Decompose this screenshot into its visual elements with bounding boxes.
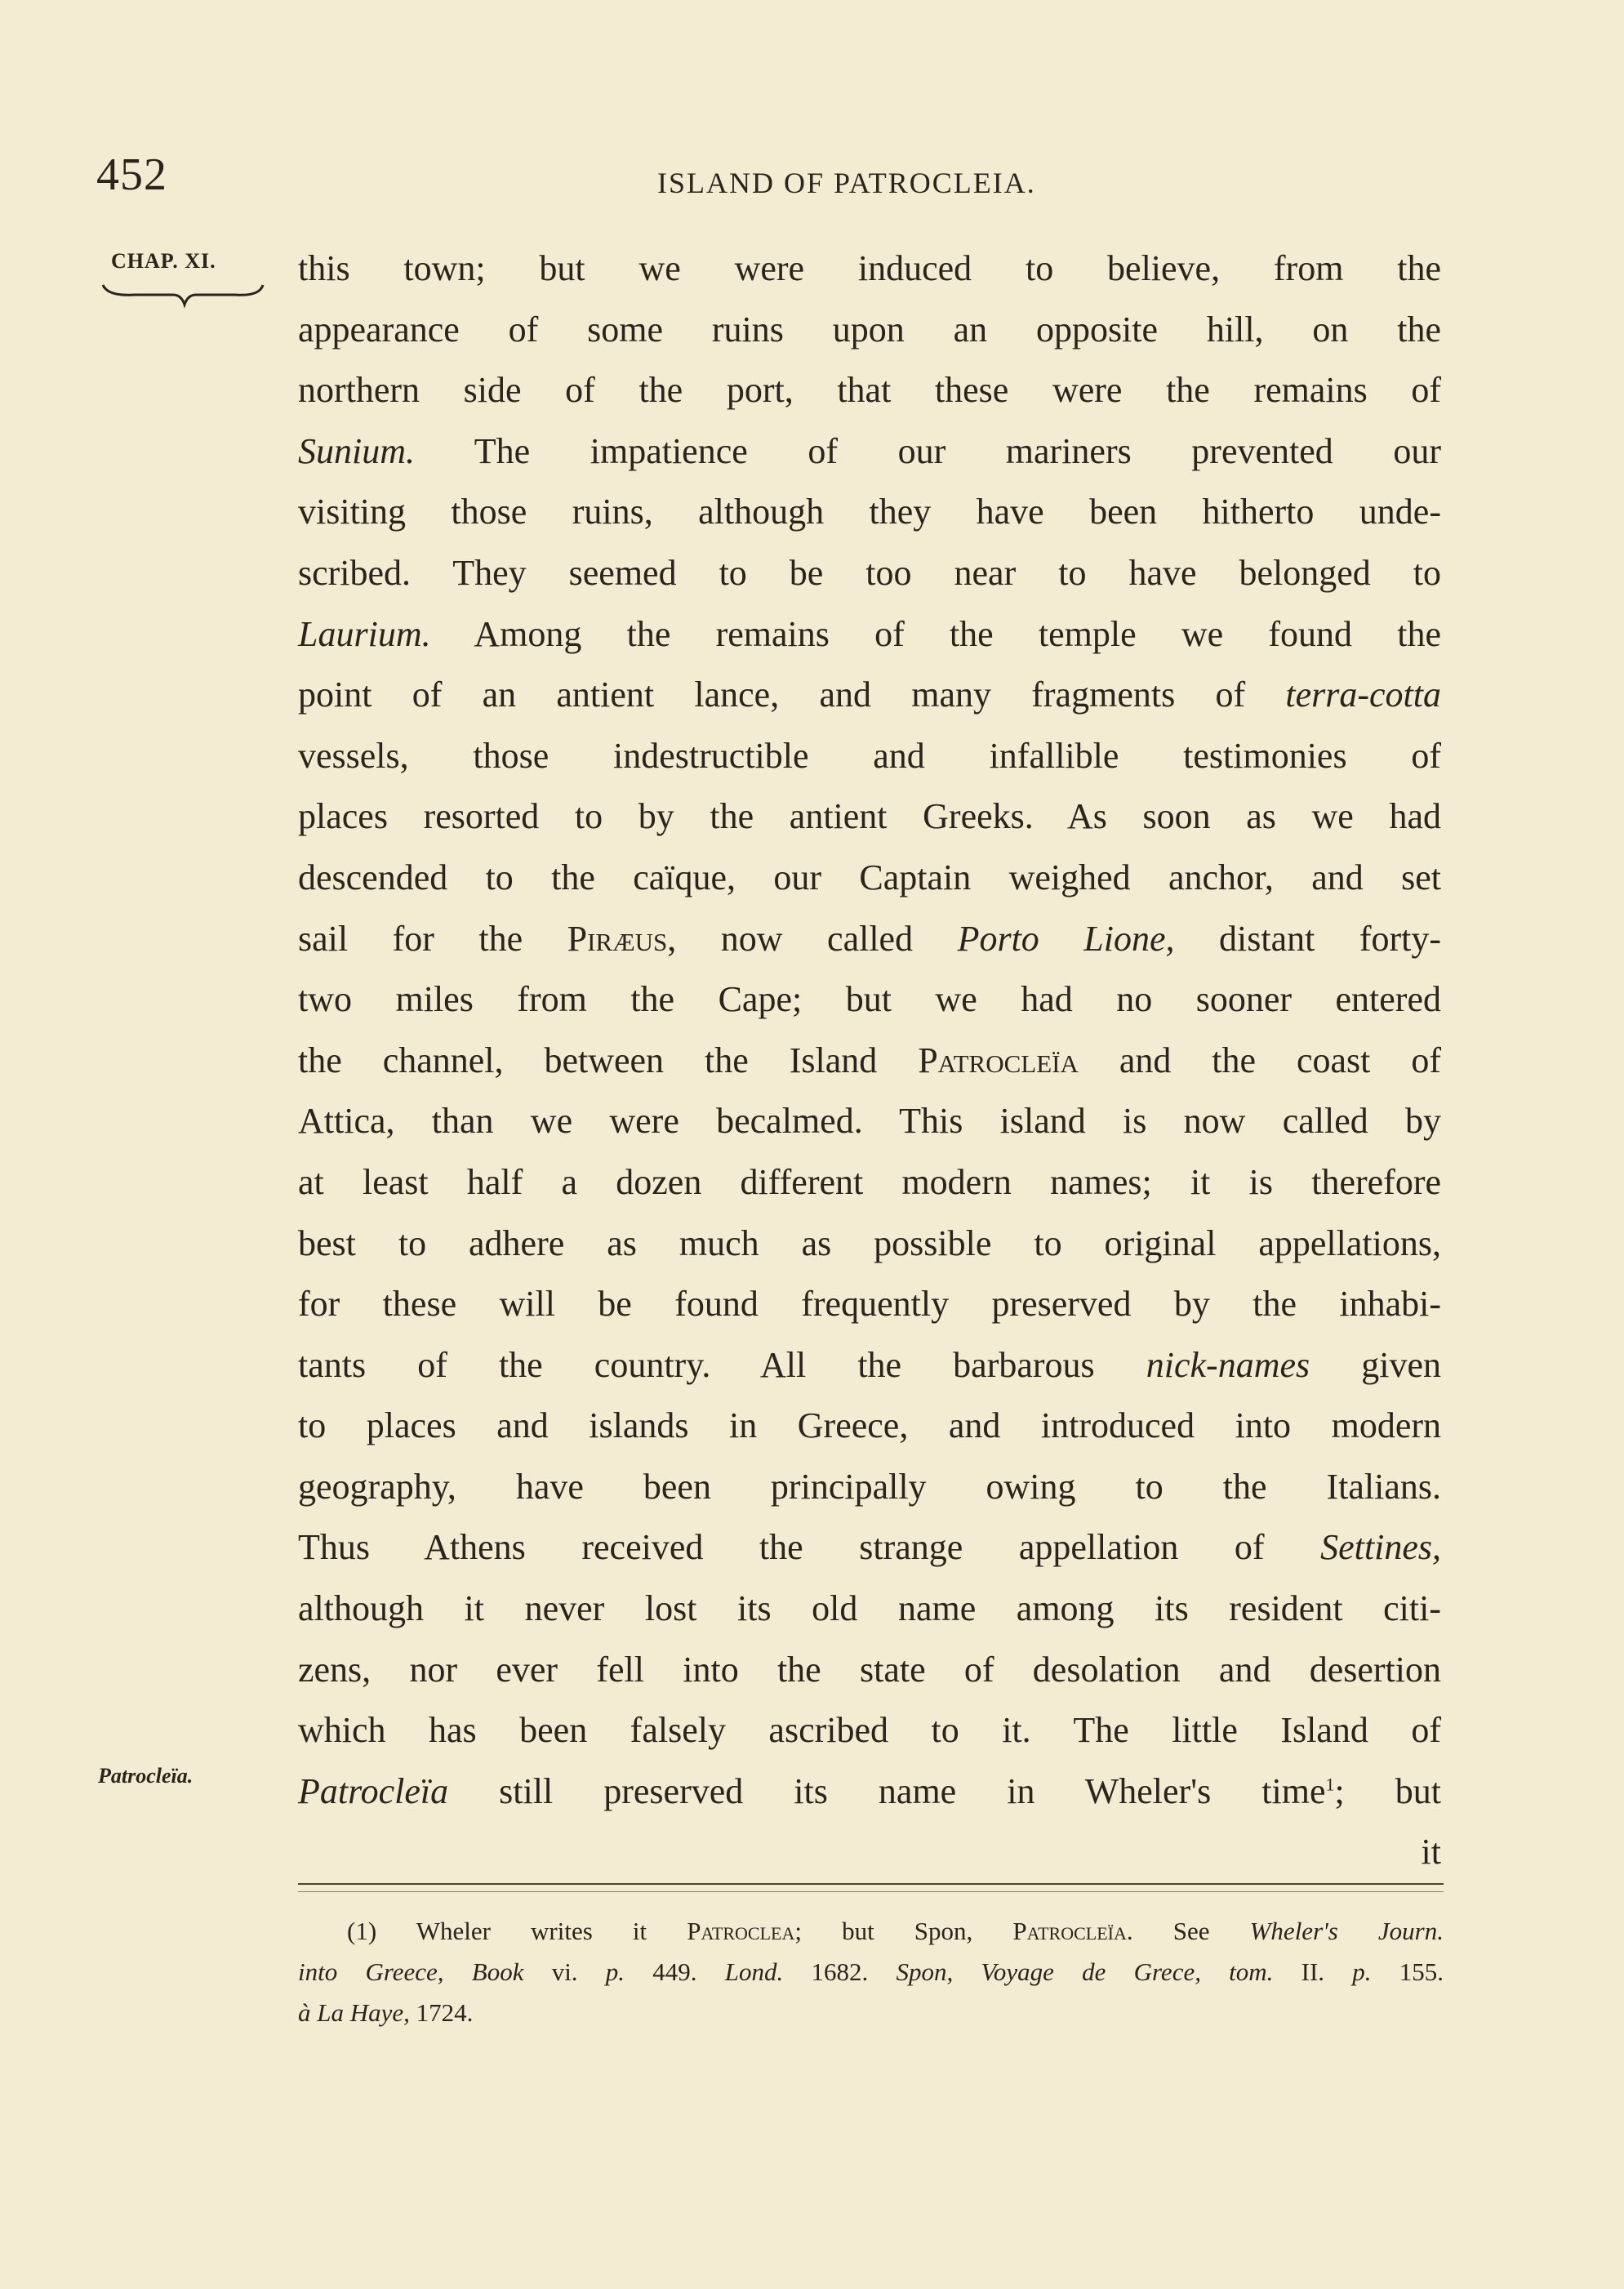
text-run: 1724. (409, 1998, 474, 2027)
text-run: and the coast of (1078, 1040, 1442, 1080)
text-run: 449. (625, 1957, 725, 1986)
text-run: for these will be found frequently preserved by the inhabi- (298, 1284, 1441, 1325)
text-run: . See (1126, 1917, 1250, 1945)
text-line (298, 1457, 1441, 1518)
text-run: nick-names (1146, 1344, 1310, 1385)
text-line (298, 1274, 1441, 1335)
text-run: , now called (667, 918, 958, 959)
text-line (298, 786, 1441, 848)
text-line (298, 726, 1441, 787)
text-run: Settines, (1320, 1527, 1441, 1568)
text-run: scribed. They seemed to be too near to have belonged to (298, 552, 1441, 593)
text-run: Lond. (724, 1957, 784, 1986)
text-line (298, 1640, 1441, 1701)
text-run: Spon, Voyage de Grece, tom. (896, 1957, 1274, 1986)
text-run: geography, have been principally owing to the Italians. (298, 1466, 1441, 1507)
text-run: places resorted to by the antient Greeks. As soon as we had (298, 796, 1441, 837)
text-run: II. (1273, 1957, 1353, 1986)
brace-ornament (101, 282, 265, 311)
text-run: distant forty- (1174, 918, 1441, 959)
text-run: at least half a dozen different modern names; it is therefore (298, 1161, 1441, 1202)
text-line (298, 1335, 1441, 1396)
text-run: it (1421, 1832, 1441, 1873)
text-run: zens, nor ever fell into the state of desolation and desertion (298, 1649, 1441, 1690)
text-run: à La Haye, (298, 1998, 410, 2027)
text-line (298, 1822, 1441, 1883)
text-run: into Greece, Book (298, 1957, 524, 1986)
text-run: Patrocleïa (918, 1040, 1079, 1080)
footnote-ref[interactable]: 1 (1325, 1774, 1335, 1795)
text-line (298, 1214, 1441, 1275)
text-line (298, 1396, 1441, 1457)
text-run: Patrocleïa (1012, 1917, 1127, 1945)
side-note: Patrocleïa. (98, 1764, 194, 1788)
footnote-rule-thin (298, 1891, 1444, 1892)
text-run: still preserved its name in Wheler's time (448, 1770, 1326, 1811)
text-line (298, 1152, 1441, 1214)
text-run: Laurium. (298, 613, 431, 654)
text-run: 1682. (783, 1957, 897, 1986)
text-run: appearance of some ruins upon an opposite hill, on the (298, 309, 1441, 350)
text-run: to places and islands in Greece, and introduced into modern (298, 1405, 1441, 1446)
footnotes (298, 1911, 1444, 2033)
text-line (298, 665, 1441, 726)
text-run: northern side of the port, that these were the remains of (298, 370, 1441, 411)
text-run: Piræus (567, 918, 668, 959)
text-line (298, 360, 1441, 421)
text-run: ; but (1334, 1770, 1441, 1811)
text-run: terra-cotta (1285, 675, 1441, 715)
chapter-label: CHAP. XI. (111, 249, 216, 273)
text-run: Porto Lione, (957, 918, 1175, 959)
text-run: Wheler's Journ. (1249, 1917, 1444, 1945)
text-line (298, 848, 1441, 909)
text-run: visiting those ruins, although they have been hitherto unde- (298, 492, 1441, 532)
text-line (298, 604, 1441, 666)
text-run: which has been falsely ascribed to it. The little Island of (298, 1710, 1441, 1751)
text-run: although it never lost its old name among its resident citi- (298, 1588, 1441, 1629)
text-run: Patrocleïa (298, 1770, 449, 1811)
text-run: Patroclea (687, 1917, 795, 1945)
text-run: p. (1352, 1957, 1372, 1986)
text-line (298, 1761, 1441, 1823)
footnote-rule (298, 1883, 1444, 1885)
text-run: two miles from the Cape; but we had no sooner entered (298, 979, 1441, 1020)
text-run: The impatience of our mariners prevented our (415, 430, 1441, 471)
text-line (298, 1700, 1441, 1761)
text-run: descended to the caïque, our Captain weighed anchor, and set (298, 857, 1441, 897)
text-run: vi. (523, 1957, 606, 1986)
text-run: ; but Spon, (794, 1917, 1013, 1945)
text-run: the channel, between the Island (298, 1040, 919, 1080)
text-run: vessels, those indestructible and infallible testimonies of (298, 735, 1441, 776)
text-run: 155. (1371, 1957, 1444, 1986)
text-run: point of an antient lance, and many fragments of (298, 675, 1286, 715)
text-run: given (1310, 1344, 1441, 1385)
text-line (298, 1579, 1441, 1640)
text-line (298, 969, 1441, 1031)
text-line (298, 300, 1441, 361)
text-line (298, 1517, 1441, 1579)
text-run: Sunium. (298, 430, 415, 471)
text-line (298, 238, 1441, 300)
text-run: tants of the country. All the barbarous (298, 1344, 1146, 1385)
text-run: Thus Athens received the strange appellation of (298, 1527, 1321, 1568)
text-run: Attica, than we were becalmed. This island is now called by (298, 1101, 1441, 1142)
page-number: 452 (96, 149, 167, 200)
footnote-line (347, 1911, 1444, 1952)
text-run: this town; but we were induced to believe, from the (298, 248, 1441, 288)
text-run: best to adhere as much as possible to original appellations, (298, 1222, 1441, 1263)
text-line (298, 1031, 1441, 1092)
body-text (298, 238, 1441, 1883)
text-line (298, 543, 1441, 604)
text-run: Among the remains of the temple we found the (430, 613, 1441, 654)
text-run: p. (605, 1957, 625, 1986)
running-title: ISLAND OF PATROCLEIA. (657, 167, 1036, 199)
text-line (298, 1091, 1441, 1152)
text-run: (1) Wheler writes it (347, 1917, 687, 1945)
footnote-line (298, 1993, 1444, 2033)
text-line (298, 482, 1441, 543)
text-line (298, 421, 1441, 483)
text-run: sail for the (298, 918, 567, 959)
text-line (298, 909, 1441, 970)
footnote-line (298, 1952, 1444, 1993)
